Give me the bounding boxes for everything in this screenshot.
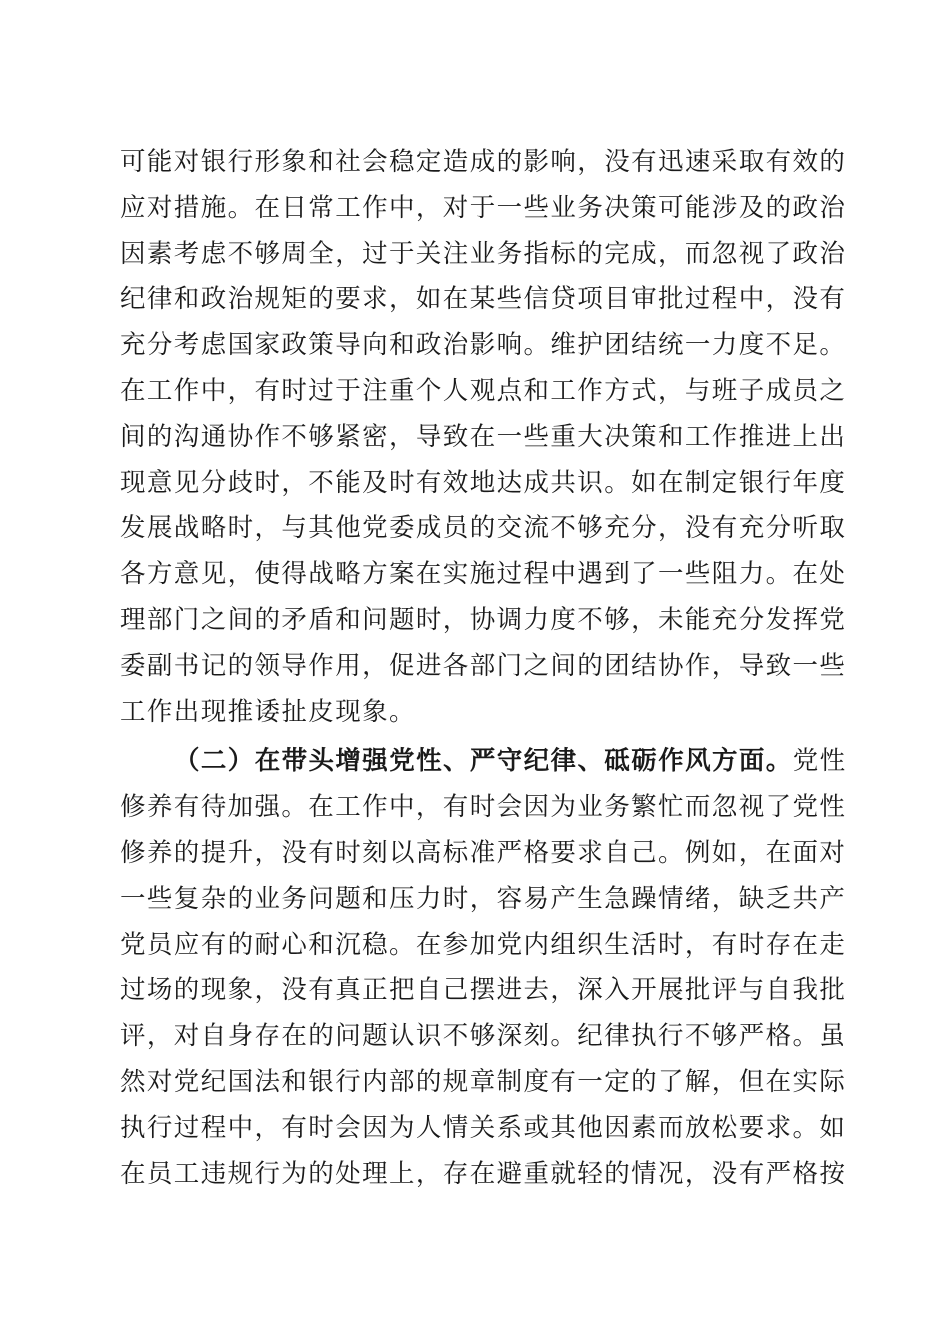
paragraph <box>120 140 847 735</box>
text-line: 应对措施。在日常工作中，对于一些业务决策可能涉及的政治 <box>120 192 847 223</box>
text-line: 因素考虑不够周全，过于关注业务指标的完成，而忽视了政治 <box>120 238 847 269</box>
text-line: 发展战略时，与其他党委成员的交流不够充分，没有充分听取 <box>120 513 847 544</box>
text-line: 评，对自身存在的问题认识不够深刻。纪律执行不够严格。虽 <box>120 1021 847 1052</box>
text-line: 然对党纪国法和银行内部的规章制度有一定的了解，但在实际 <box>120 1066 847 1097</box>
text-line: 在员工违规行为的处理上，存在避重就轻的情况，没有严格按 <box>120 1158 847 1189</box>
text-line: 一些复杂的业务问题和压力时，容易产生急躁情绪，缺乏共产 <box>120 883 847 914</box>
text-line: 在工作中，有时过于注重个人观点和工作方式，与班子成员之 <box>120 375 847 406</box>
text-line: 修养有待加强。在工作中，有时会因为业务繁忙而忽视了党性 <box>120 792 847 823</box>
text-line: 充分考虑国家政策导向和政治影响。维护团结统一力度不足。 <box>120 330 847 361</box>
text-line: 现意见分歧时，不能及时有效地达成共识。如在制定银行年度 <box>120 467 847 498</box>
text-line: 执行过程中，有时会因为人情关系或其他因素而放松要求。如 <box>120 1112 847 1143</box>
text-line: 党员应有的耐心和沉稳。在参加党内组织生活时，有时存在走 <box>120 929 847 960</box>
text-line: 工作出现推诿扯皮现象。 <box>120 696 416 727</box>
section-first-line <box>120 739 847 785</box>
text-line: 可能对银行形象和社会稳定造成的影响，没有迅速采取有效的 <box>120 147 847 177</box>
text-line: 过场的现象，没有真正把自己摆进去，深入开展批评与自我批 <box>120 975 847 1006</box>
text-line: 间的沟通协作不够紧密，导致在一些重大决策和工作推进上出 <box>120 421 847 452</box>
paragraph <box>120 739 847 1197</box>
text-line: 修养的提升，没有时刻以高标准严格要求自己。例如，在面对 <box>120 837 847 868</box>
section-heading: （二）在带头增强党性、严守纪律、砥砺作风方面。 <box>174 746 793 777</box>
text-run: 党性 <box>792 746 847 777</box>
text-line: 委副书记的领导作用，促进各部门之间的团结协作，导致一些 <box>120 650 847 681</box>
text-line: 理部门之间的矛盾和问题时，协调力度不够，未能充分发挥党 <box>120 604 847 635</box>
text-line: 纪律和政治规矩的要求，如在某些信贷项目审批过程中，没有 <box>120 284 847 315</box>
document-body <box>120 140 847 1197</box>
text-line: 各方意见，使得战略方案在实施过程中遇到了一些阻力。在处 <box>120 559 847 590</box>
